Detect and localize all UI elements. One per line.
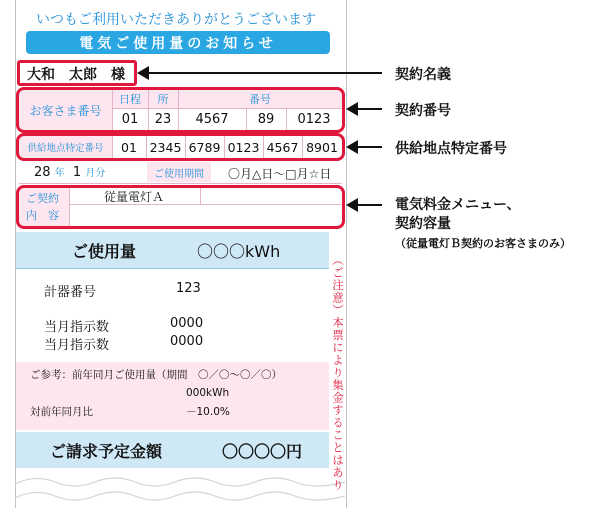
usage-panel — [16, 232, 329, 268]
contract-label-top: ご契約 — [26, 192, 59, 205]
month-value: 1 — [72, 165, 82, 180]
year-unit: 年 — [54, 168, 65, 179]
period-value: 〇月△日～□月☆日 — [228, 167, 332, 181]
contract-number-part: 23 — [154, 111, 172, 127]
callout-menu-line2: 契約容量 — [395, 216, 451, 232]
compare-label: 対前年同月比 — [30, 406, 93, 418]
contract-label-bottom: 内 容 — [26, 209, 59, 222]
supply-point-part: 4567 — [266, 139, 299, 155]
supply-point-part: 2345 — [149, 139, 182, 155]
compare-value: －10.0% — [186, 406, 230, 418]
callout-number: 契約番号 — [395, 103, 451, 119]
contract-number-part: 01 — [121, 111, 139, 127]
callout-menu-line1: 電気料金メニュー、 — [395, 197, 521, 213]
year-value: 28 — [34, 165, 51, 180]
usage-label: ご使用量 — [72, 242, 137, 261]
meter-previous-label: 当月指示数 — [44, 338, 110, 353]
contract-number-part: 89 — [257, 111, 275, 127]
contract-number-part: 0123 — [297, 111, 331, 127]
usage-value: 〇〇〇kWh — [197, 242, 281, 261]
reference-kwh: 000kWh — [186, 387, 230, 399]
supply-point-label: 供給地点特定番号 — [27, 143, 104, 154]
divider — [19, 183, 342, 184]
contract-number-label: お客さま番号 — [29, 103, 102, 118]
supply-point-highlight — [16, 133, 345, 161]
callout-line — [149, 72, 382, 74]
arrow-icon — [137, 66, 149, 80]
callout-line — [358, 204, 382, 206]
col-sho: 所 — [148, 90, 178, 108]
greeting-text: いつもご利用いただきありがとうございます — [36, 12, 316, 28]
billing-value: 〇〇〇〇円 — [222, 442, 303, 461]
contract-menu: 従量電灯Ａ — [104, 190, 165, 204]
contract-highlight — [16, 185, 345, 229]
contract-number-highlight — [16, 87, 345, 133]
divider — [16, 268, 329, 269]
side-note: （ご注意）本票により集金することはあり — [331, 254, 345, 492]
arrow-icon — [346, 140, 358, 154]
arrow-icon — [346, 198, 358, 212]
supply-point-part: 8901 — [306, 139, 338, 155]
period-label: ご使用期間 — [147, 162, 211, 182]
notice-title: 電気ご使用量のお知らせ — [79, 35, 277, 52]
col-nichitei: 日程 — [112, 90, 148, 108]
meter-current-value: 0000 — [170, 316, 204, 331]
callout-menu-line3: （従量電灯Ｂ契約のお客さまのみ） — [395, 237, 571, 250]
supply-point-part: 01 — [121, 139, 137, 155]
col-bango: 番号 — [178, 90, 342, 108]
supply-point-part: 6789 — [188, 139, 221, 155]
callout-line — [358, 146, 382, 148]
meter-number-label: 計器番号 — [44, 285, 97, 300]
billing-month — [34, 164, 105, 180]
supply-point-part: 0123 — [227, 139, 260, 155]
torn-edge — [15, 474, 345, 508]
meter-previous-value: 0000 — [170, 334, 204, 349]
billing-label: ご請求予定金額 — [50, 442, 163, 461]
callout-name: 契約名義 — [395, 67, 451, 83]
meter-current-label: 当月指示数 — [44, 320, 110, 335]
month-unit: 月分 — [85, 168, 106, 179]
customer-name: 大和 太郎 様 — [27, 67, 125, 83]
reference-line: ご参考：前年同月ご使用量（期間 〇／〇～〇／〇） — [30, 369, 282, 381]
contract-number-part: 4567 — [195, 111, 229, 127]
arrow-icon — [346, 102, 358, 116]
notice-title-bar — [26, 31, 330, 54]
callout-line — [358, 108, 382, 110]
callout-supply: 供給地点特定番号 — [395, 141, 507, 157]
meter-number-value: 123 — [176, 281, 201, 296]
